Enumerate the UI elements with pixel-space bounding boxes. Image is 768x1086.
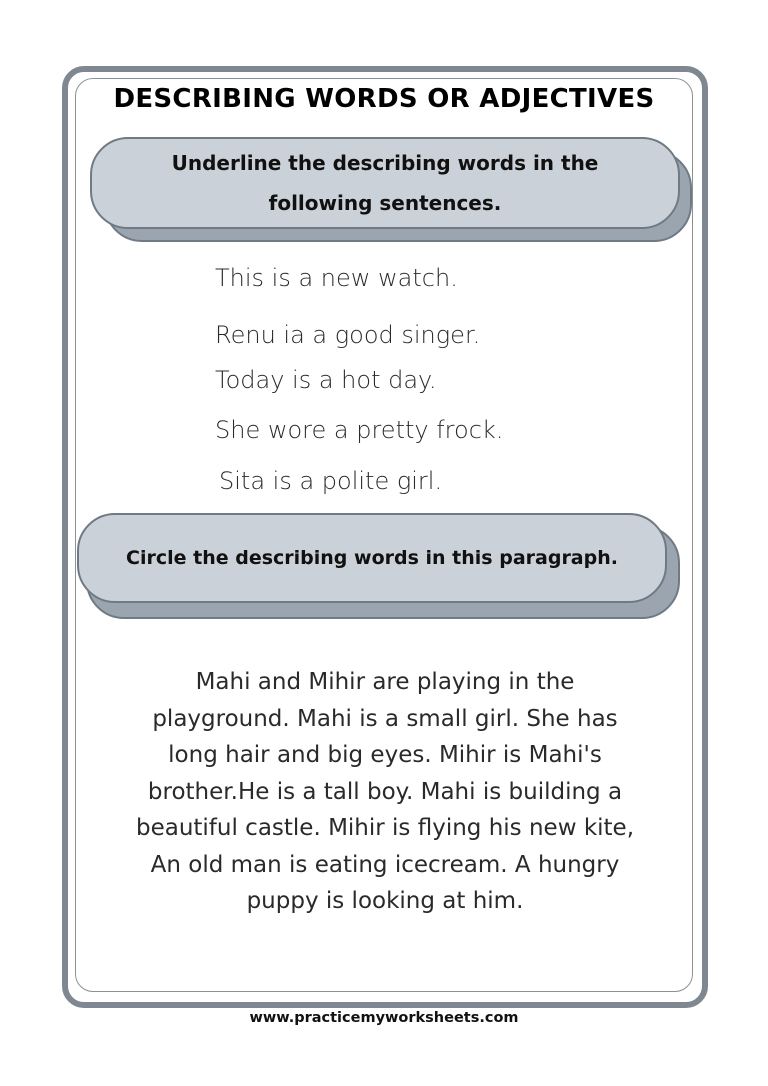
paragraph-line: playground. Mahi is a small girl. She has	[152, 705, 618, 732]
sentence: Sita is a polite girl.	[219, 467, 443, 495]
paragraph-line: brother.He is a tall boy. Mahi is building a	[147, 778, 623, 805]
paragraph-line: An old man is eating icecream. A hungry	[150, 851, 620, 878]
banner-body	[77, 513, 667, 603]
sentence: Today is a hot day.	[215, 366, 437, 394]
footer-website: www.practicemyworksheets.com	[249, 1010, 519, 1026]
paragraph-line: Mahi and Mihir are playing in the	[195, 669, 575, 695]
sentence: Renu ia a good singer.	[215, 321, 481, 349]
banner-body	[90, 137, 680, 229]
instruction-line-2: following sentences.	[268, 191, 502, 215]
sentence: She wore a pretty frock.	[215, 416, 504, 444]
paragraph-line: beautiful castle. Mihir is flying his new kite,	[135, 815, 635, 841]
paragraph-line: long hair and big eyes. Mihir is Mahi's	[168, 742, 602, 768]
paragraph	[130, 664, 640, 920]
paragraph-line: puppy is looking at him.	[246, 888, 524, 914]
instruction: Circle the describing words in this paragraph.	[126, 547, 618, 569]
instruction-line-1: Underline the describing words in the	[171, 151, 599, 175]
worksheet-title: DESCRIBING WORDS OR ADJECTIVES	[113, 84, 655, 114]
sentence: This is a new watch.	[215, 264, 458, 292]
